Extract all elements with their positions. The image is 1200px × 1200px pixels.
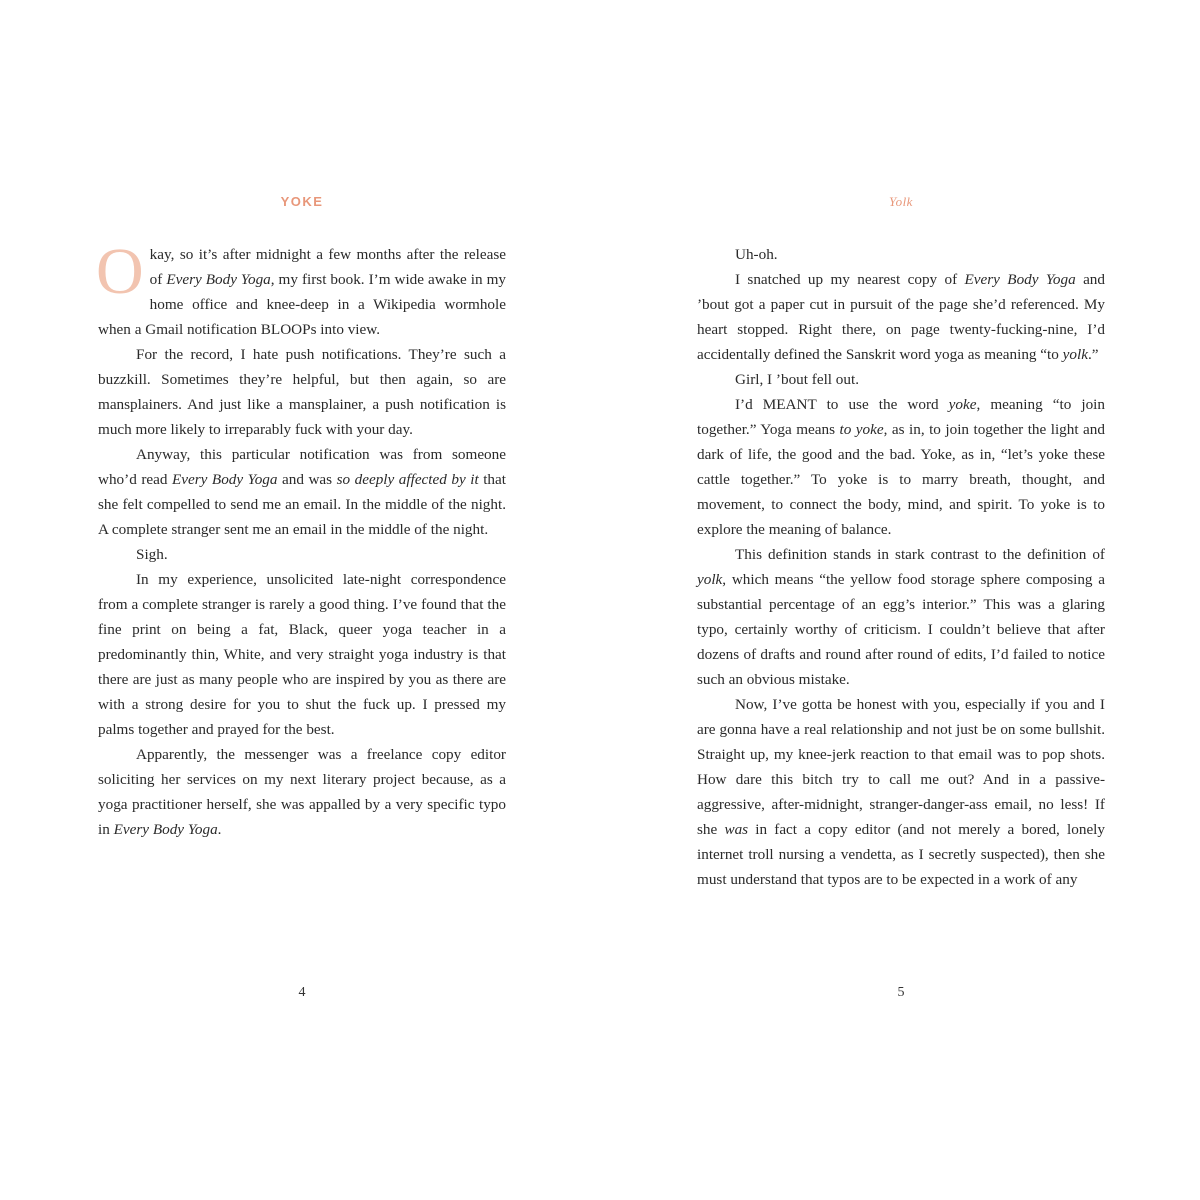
book-title: Every Body Yoga <box>166 271 271 288</box>
text-span: Anyway, this particular notification was from someone who’d read <box>98 446 506 488</box>
paragraph-6 <box>98 742 506 842</box>
paragraph-3: Girl, I ’bout fell out. <box>735 371 860 388</box>
book-title: Every Body Yoga <box>964 271 1076 288</box>
paragraph-3 <box>98 442 506 542</box>
page-number-left: 4 <box>298 985 306 1000</box>
text-span: and ’bout got a paper cut in pursuit of the page she’d referenced. My heart stopped. Right there, on page twenty-fucking-nine, I’d accidentally defined the Sanskrit word yoga as meaning “to <box>697 271 1105 363</box>
text-span: kay, so it’s after midnight a few months after the release of <box>149 246 506 288</box>
emphasis: so deeply affected by it <box>336 471 479 488</box>
running-head-right: Yolk <box>889 194 913 209</box>
text-span: , as in, to join together the light and dark of life, the good and the bad. Yoke, as in, “let’s yoke these cattle together.” To yoke is to marry breath, thought, and movement, to connect the body, mind, and spirit. To yoke is to explore the meaning of balance. <box>697 421 1105 538</box>
left-page-body <box>96 235 507 842</box>
emphasis: was <box>724 821 749 838</box>
emphasis: yolk <box>697 571 723 588</box>
right-page <box>697 0 1105 1200</box>
emphasis: yolk <box>1062 346 1088 363</box>
running-head-left: YOKE <box>280 194 324 209</box>
paragraph-1: Uh-oh. <box>735 246 778 263</box>
paragraph-1 <box>96 235 507 342</box>
paragraph-2: For the record, I hate push notifications. They’re such a buzzkill. Sometimes they’re helpful, but then again, so are mansplainers. And just like a mansplainer, a push notification is much more likely to irreparably fuck with your day. <box>98 346 506 438</box>
paragraph-6 <box>697 692 1105 892</box>
text-span: This definition stands in stark contrast to the definition of <box>735 546 1105 563</box>
text-span: in fact a copy editor (and not merely a bored, lonely internet troll nursing a vendetta, as I secretly suspected), then she must understand that typos are to be expected in a work of any <box>697 821 1105 888</box>
text-span: , my first book. I’m wide awake in my home office and knee-deep in a Wikipedia wormhole when a Gmail notification BLOOPs into view. <box>98 271 507 338</box>
left-page <box>98 0 506 1200</box>
emphasis: to yoke <box>839 421 884 438</box>
text-span: I’d MEANT to use the word <box>735 396 949 413</box>
right-page-body <box>697 242 1105 892</box>
paragraph-5: In my experience, unsolicited late-night correspondence from a complete stranger is rarely a good thing. I’ve found that the fine print on being a fat, Black, queer yoga teacher in a predominantly thin, White, and very straight yoga industry is that there are just as many people who are inspired by you as there are with a strong desire for you to shut the fuck up. I pressed my palms together and prayed for the best. <box>98 571 506 738</box>
text-span: I snatched up my nearest copy of <box>735 271 965 288</box>
text-span: and was <box>277 471 337 488</box>
text-span: Now, I’ve gotta be honest with you, especially if you and I are gonna have a real relationship and not just be on some bullshit. Straight up, my knee-jerk reaction to that email was to pop shots. How dare this bitch try to call me out? And in a passive-aggressive, after-midnight, stranger-danger-ass email, no less! If she <box>697 696 1105 838</box>
text-span: that she felt compelled to send me an email. In the middle of the night. A complete stranger sent me an email in the middle of the night. <box>98 471 506 538</box>
text-span: Apparently, the messenger was a freelance copy editor soliciting her services on my next literary project because, as a yoga practitioner herself, she was appalled by a very specific typo in <box>98 746 506 838</box>
text-span: , meaning “to join together.” Yoga means <box>697 396 1105 438</box>
emphasis: yoke <box>948 396 977 413</box>
book-title: Every Body Yoga <box>171 471 278 488</box>
paragraph-4: Sigh. <box>136 546 168 563</box>
text-span: .” <box>1087 346 1099 363</box>
page-number-right: 5 <box>897 985 905 1000</box>
text-span: , which means “the yellow food storage sphere composing a substantial percentage of an egg’s interior.” This was a glaring typo, certainly worthy of criticism. I couldn’t believe that after dozens of drafts and round after round of edits, I’d failed to notice such an obvious mistake. <box>697 571 1105 688</box>
paragraph-2 <box>697 267 1105 367</box>
paragraph-5 <box>697 542 1105 692</box>
text-span: . <box>217 821 222 838</box>
paragraph-4 <box>697 392 1105 542</box>
book-title: Every Body Yoga <box>113 821 218 838</box>
drop-cap: O <box>96 235 144 308</box>
